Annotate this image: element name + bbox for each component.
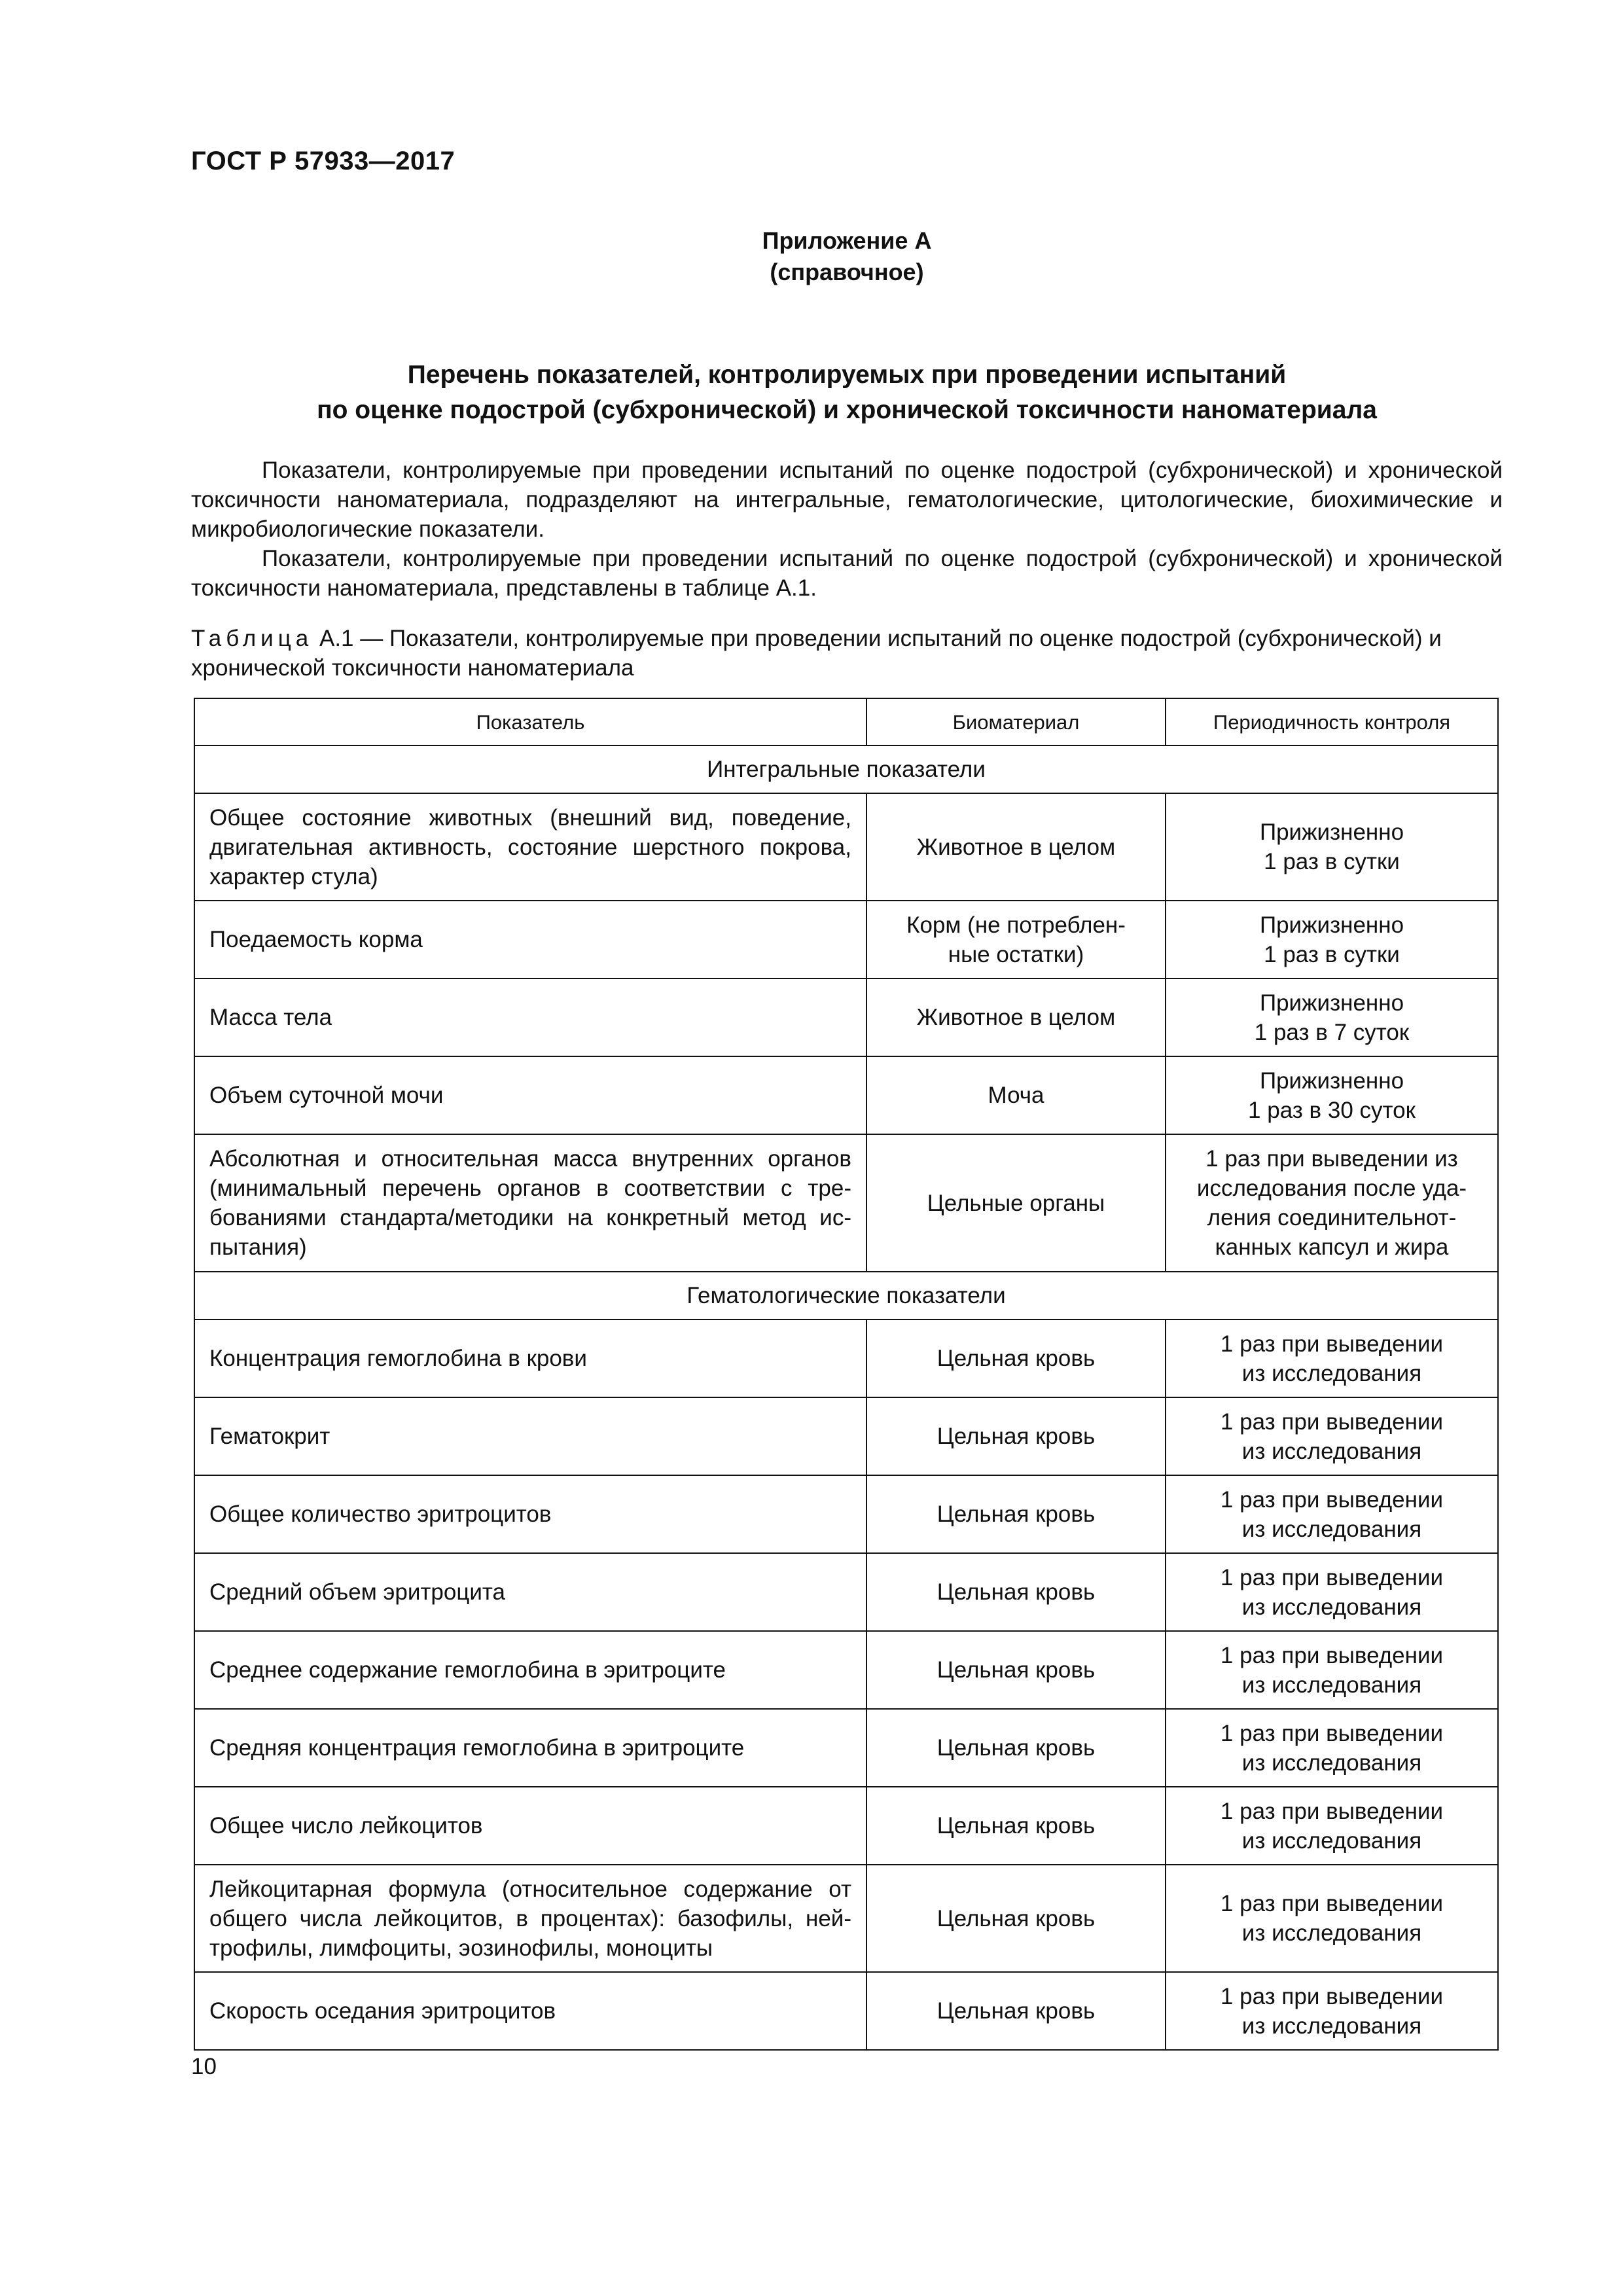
periodicity-cell bbox=[1166, 1972, 1498, 2050]
paragraph-1: Показатели, контролируемые при проведении испытаний по оценке подострой (субхронической) и хронической токсичности наноматериала, подразделяют на интегральные, гематологические, цитологические, биохимические и микробиологические показатели. bbox=[191, 457, 1503, 542]
table-caption-text: — Показатели, контролируемые при проведении испытаний по оценке подострой (субхронической) и хронической токсичности наноматериала bbox=[191, 626, 1442, 681]
biomaterial-line: ные остатки) bbox=[948, 941, 1084, 967]
table-row bbox=[194, 1865, 1498, 1972]
indicator-cell: Поедаемость корма bbox=[194, 901, 866, 978]
indicators-table bbox=[194, 698, 1499, 2051]
biomaterial-cell: Животное в целом bbox=[866, 793, 1166, 901]
section-heading-line-1: Перечень показателей, контролируемых при проведении испытаний bbox=[407, 361, 1287, 389]
table-header-row bbox=[194, 698, 1498, 745]
periodicity-line: 1 раз при выведении bbox=[1220, 1983, 1444, 2009]
paragraph-2: Показатели, контролируемые при проведении испытаний по оценке подострой (субхронической) и хронической токсичности наноматериала, представлены в таблице А.1. bbox=[191, 546, 1503, 601]
periodicity-line: 1 раз в сутки bbox=[1264, 849, 1400, 874]
periodicity-line: из исследования bbox=[1241, 1920, 1422, 1946]
indicator-cell: Абсолютная и относительная масса внутренних органов (минимальный перечень органов в соответствии с требованиями стандарта/методики на конкретный метод испытания) bbox=[194, 1134, 866, 1272]
table-row bbox=[194, 1134, 1498, 1272]
periodicity-line: из исследования bbox=[1241, 1360, 1422, 1386]
indicator-cell: Среднее содержание гемоглобина в эритроците bbox=[194, 1631, 866, 1709]
periodicity-line: 1 раз при выведении bbox=[1220, 1486, 1444, 1513]
biomaterial-cell: Животное в целом bbox=[866, 978, 1166, 1056]
periodicity-cell bbox=[1166, 1475, 1498, 1553]
periodicity-cell bbox=[1166, 793, 1498, 901]
section-heading-line-2: по оценке подострой (субхронической) и хронической токсичности наноматериала bbox=[317, 396, 1377, 424]
table-row bbox=[194, 1553, 1498, 1631]
periodicity-cell bbox=[1166, 1134, 1498, 1272]
periodicity-cell bbox=[1166, 978, 1498, 1056]
indicator-cell: Скорость оседания эритроцитов bbox=[194, 1972, 866, 2050]
biomaterial-cell: Цельная кровь bbox=[866, 1553, 1166, 1631]
indicator-cell: Общее количество эритроцитов bbox=[194, 1475, 866, 1553]
periodicity-line: 1 раз в 30 суток bbox=[1248, 1097, 1416, 1123]
biomaterial-cell: Цельная кровь bbox=[866, 1631, 1166, 1709]
table-row bbox=[194, 1709, 1498, 1787]
biomaterial-cell: Моча bbox=[866, 1056, 1166, 1134]
appendix-type: (справочное) bbox=[770, 259, 924, 285]
table-row bbox=[194, 978, 1498, 1056]
indicator-cell: Средний объем эритроцита bbox=[194, 1553, 866, 1631]
periodicity-line: из исследования bbox=[1241, 1827, 1422, 1854]
periodicity-line: 1 раз в сутки bbox=[1264, 941, 1400, 967]
periodicity-cell bbox=[1166, 1631, 1498, 1709]
periodicity-line: 1 раз при выведении bbox=[1220, 1798, 1444, 1824]
indicator-cell: Лейкоцитарная формула (относительное содержание от общего числа лейкоцитов, в процентах): базофилы, нейтрофилы, лимфоциты, эозинофилы, моноциты bbox=[194, 1865, 866, 1972]
biomaterial-cell: Цельная кровь bbox=[866, 1397, 1166, 1475]
periodicity-line: из исследования bbox=[1241, 2013, 1422, 2039]
indicator-cell: Концентрация гемоглобина в крови bbox=[194, 1319, 866, 1397]
periodicity-cell bbox=[1166, 1865, 1498, 1972]
biomaterial-line: Корм (не потреблен- bbox=[906, 912, 1126, 938]
periodicity-cell bbox=[1166, 1553, 1498, 1631]
biomaterial-cell: Цельные органы bbox=[866, 1134, 1166, 1272]
appendix-title bbox=[191, 225, 1503, 288]
indicator-cell: Гематокрит bbox=[194, 1397, 866, 1475]
periodicity-line: 1 раз при выведении bbox=[1220, 1642, 1444, 1668]
periodicity-cell bbox=[1166, 1056, 1498, 1134]
indicator-cell: Общее состояние животных (внешний вид, поведение, двигательная активность, состояние шерстного покрова, характер стула) bbox=[194, 793, 866, 901]
table-row bbox=[194, 793, 1498, 901]
periodicity-line: 1 раз при выведении bbox=[1220, 1408, 1444, 1435]
biomaterial-cell: Цельная кровь bbox=[866, 1865, 1166, 1972]
periodicity-line: из исследования bbox=[1241, 1594, 1422, 1620]
periodicity-cell bbox=[1166, 1709, 1498, 1787]
periodicity-line: Прижизненно bbox=[1259, 990, 1404, 1016]
periodicity-cell bbox=[1166, 1787, 1498, 1865]
biomaterial-cell: Цельная кровь bbox=[866, 1475, 1166, 1553]
periodicity-line: 1 раз в 7 суток bbox=[1254, 1019, 1410, 1045]
table-row bbox=[194, 1056, 1498, 1134]
document-code: ГОСТ Р 57933—2017 bbox=[191, 147, 455, 175]
periodicity-cell bbox=[1166, 901, 1498, 978]
header-periodicity: Периодичность контроля bbox=[1166, 698, 1498, 745]
table-row bbox=[194, 1972, 1498, 2050]
table-row bbox=[194, 1475, 1498, 1553]
periodicity-line: канных капсул и жира bbox=[1215, 1234, 1449, 1260]
periodicity-cell bbox=[1166, 1319, 1498, 1397]
table-caption-number: А.1 bbox=[319, 626, 354, 651]
header-indicator: Показатель bbox=[194, 698, 866, 745]
indicator-cell: Общее число лейкоцитов bbox=[194, 1787, 866, 1865]
periodicity-line: Прижизненно bbox=[1259, 819, 1404, 845]
indicator-cell: Масса тела bbox=[194, 978, 866, 1056]
appendix-label: Приложение А bbox=[762, 227, 932, 254]
periodicity-line: из исследования bbox=[1241, 1438, 1422, 1464]
table-row bbox=[194, 1787, 1498, 1865]
table-row bbox=[194, 1397, 1498, 1475]
biomaterial-cell bbox=[866, 901, 1166, 978]
periodicity-cell bbox=[1166, 1397, 1498, 1475]
table-row bbox=[194, 1319, 1498, 1397]
periodicity-line: из исследования bbox=[1241, 1749, 1422, 1776]
section-label: Интегральные показатели bbox=[194, 745, 1498, 793]
section-heading bbox=[191, 357, 1503, 428]
periodicity-line: 1 раз при выведении из bbox=[1205, 1146, 1458, 1172]
periodicity-line: 1 раз при выведении bbox=[1220, 1720, 1444, 1746]
indicator-cell: Объем суточной мочи bbox=[194, 1056, 866, 1134]
biomaterial-cell: Цельная кровь bbox=[866, 1709, 1166, 1787]
periodicity-line: 1 раз при выведении bbox=[1220, 1331, 1444, 1357]
biomaterial-cell: Цельная кровь bbox=[866, 1972, 1166, 2050]
table-caption bbox=[191, 624, 1503, 683]
section-row-hematological bbox=[194, 1272, 1498, 1319]
intro-text bbox=[191, 456, 1503, 603]
table-row bbox=[194, 901, 1498, 978]
periodicity-line: ления соединительнот- bbox=[1207, 1205, 1457, 1230]
table-caption-label: Таблица bbox=[191, 626, 313, 651]
section-label: Гематологические показатели bbox=[194, 1272, 1498, 1319]
periodicity-line: исследования после уда- bbox=[1196, 1175, 1467, 1201]
periodicity-line: из исследования bbox=[1241, 1672, 1422, 1698]
periodicity-line: Прижизненно bbox=[1259, 1067, 1404, 1094]
header-biomaterial: Биоматериал bbox=[866, 698, 1166, 745]
section-row-integral bbox=[194, 745, 1498, 793]
periodicity-line: из исследования bbox=[1241, 1516, 1422, 1542]
periodicity-line: 1 раз при выведении bbox=[1220, 1564, 1444, 1590]
page-number: 10 bbox=[191, 2054, 217, 2079]
biomaterial-cell: Цельная кровь bbox=[866, 1787, 1166, 1865]
periodicity-line: 1 раз при выведении bbox=[1220, 1891, 1444, 1916]
table-row bbox=[194, 1631, 1498, 1709]
biomaterial-cell: Цельная кровь bbox=[866, 1319, 1166, 1397]
periodicity-line: Прижизненно bbox=[1259, 912, 1404, 938]
indicator-cell: Средняя концентрация гемоглобина в эритроците bbox=[194, 1709, 866, 1787]
